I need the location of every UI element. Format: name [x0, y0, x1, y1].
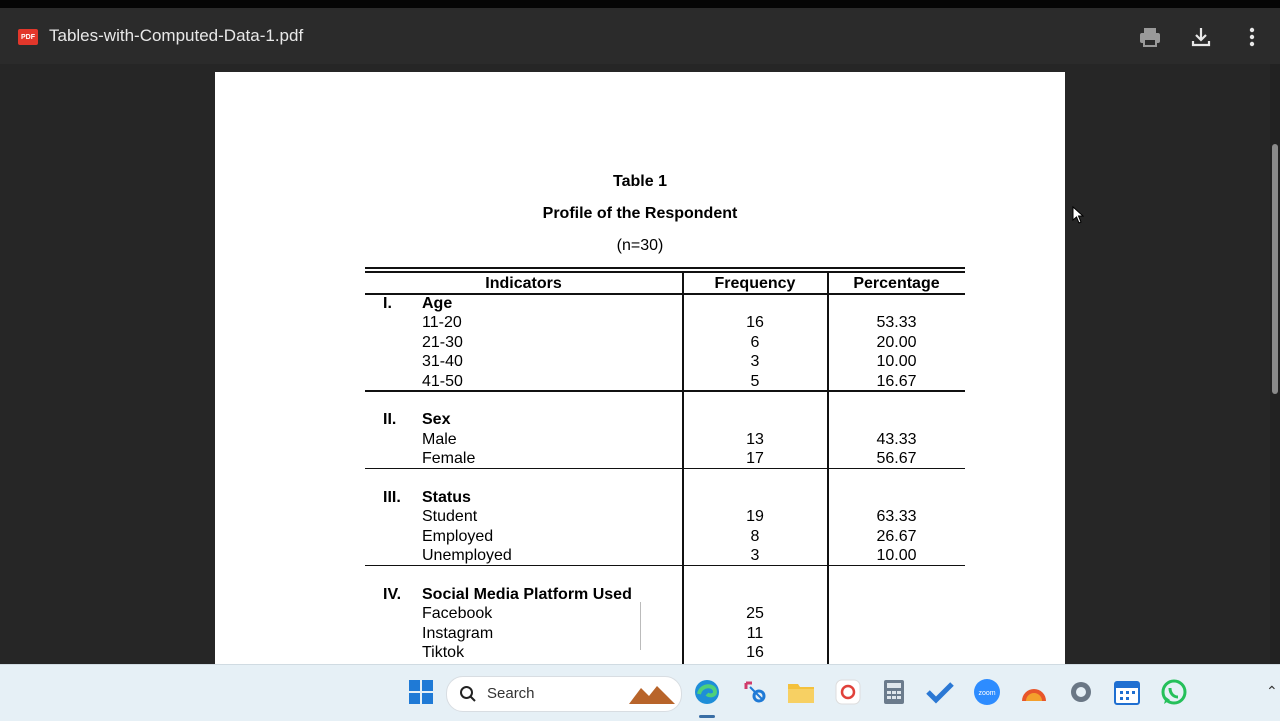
row-percentage: 10.00: [876, 547, 917, 565]
row-frequency: 17: [746, 450, 764, 468]
row-indicator: 31-40: [422, 353, 463, 371]
table-title: Profile of the Respondent: [542, 205, 738, 222]
scrollbar-thumb[interactable]: [1272, 144, 1278, 394]
calendar-icon: [1114, 679, 1140, 705]
row-indicator: 41-50: [422, 372, 463, 390]
active-app-indicator: [699, 715, 715, 718]
table-number: Table 1: [613, 173, 667, 190]
printer-icon: [1137, 24, 1163, 50]
calculator-icon: [883, 679, 905, 705]
row-frequency: 5: [750, 372, 760, 390]
row-frequency: 3: [750, 353, 760, 371]
section-rule: [365, 468, 965, 470]
sunrise-app-button[interactable]: [1019, 677, 1049, 707]
whatsapp-icon: [1160, 678, 1188, 706]
windows-start-icon: [408, 679, 434, 705]
row-indicator: 11-20: [422, 314, 462, 332]
row-percentage: 16.67: [876, 372, 917, 390]
viewer-scrollbar[interactable]: [1270, 64, 1280, 664]
whatsapp-button[interactable]: [1159, 677, 1189, 707]
download-icon: [1188, 24, 1214, 50]
row-frequency: 19: [746, 508, 764, 526]
app-icon: [835, 679, 861, 705]
file-explorer-icon: [787, 680, 815, 704]
download-button[interactable]: [1188, 24, 1214, 50]
row-indicator: Student: [422, 508, 478, 526]
row-indicator: Unemployed: [422, 547, 512, 565]
row-indicator: Employed: [422, 527, 494, 545]
snipping-tool-button[interactable]: [740, 677, 770, 707]
row-percentage: 26.67: [876, 527, 917, 545]
app-button[interactable]: [833, 677, 863, 707]
row-frequency: 3: [750, 547, 760, 565]
row-percentage: 63.33: [876, 508, 917, 526]
header-percentage: Percentage: [853, 275, 940, 292]
todo-icon: [926, 680, 954, 704]
row-frequency: 11: [746, 624, 764, 642]
pdf-file-icon: PDF: [18, 29, 38, 45]
calculator-button[interactable]: [879, 677, 909, 707]
row-indicator: Instagram: [422, 624, 494, 642]
edge-browser-icon: [693, 678, 721, 706]
table-top-rule-2: [365, 271, 965, 273]
calendar-button[interactable]: [1112, 677, 1142, 707]
row-indicator: Tiktok: [422, 644, 465, 662]
section-roman-numeral: IV.: [383, 586, 402, 603]
header-indicators: Indicators: [485, 275, 562, 292]
window-top-strip: [0, 0, 1280, 8]
row-percentage: 43.33: [876, 430, 917, 448]
row-indicator: Female: [422, 450, 476, 468]
file-explorer-button[interactable]: [786, 677, 816, 707]
settings-button[interactable]: [1066, 677, 1096, 707]
section-rule: [365, 390, 965, 392]
start-button[interactable]: [406, 677, 436, 707]
document-title: Tables-with-Computed-Data-1.pdf: [49, 26, 304, 45]
row-indicator: Male: [422, 430, 457, 448]
pdf-page: [215, 72, 1065, 672]
section-roman-numeral: II.: [383, 411, 397, 429]
section-rule: [365, 565, 965, 567]
search-icon: [459, 685, 477, 703]
row-frequency: 13: [746, 430, 764, 448]
table-top-rule: [365, 267, 965, 269]
header-rule: [365, 293, 965, 295]
section-label: Social Media Platform Used: [422, 586, 632, 603]
app-sunrise-icon: [1020, 681, 1048, 703]
section-roman-numeral: III.: [383, 489, 401, 506]
row-frequency: 25: [746, 605, 764, 623]
row-indicator: 21-30: [422, 333, 463, 351]
todo-button[interactable]: [925, 677, 955, 707]
edge-taskbar-button[interactable]: [692, 677, 722, 707]
section-label: Sex: [422, 411, 451, 429]
section-label: Age: [422, 295, 453, 312]
search-placeholder: Search: [487, 685, 535, 702]
snipping-tool-icon: [742, 679, 768, 705]
taskbar-search[interactable]: [446, 676, 682, 712]
row-frequency: 16: [746, 644, 764, 662]
zoom-button[interactable]: [972, 677, 1002, 707]
row-percentage: 10.00: [876, 353, 917, 371]
show-hidden-icons-chevron-icon[interactable]: ⌃: [1266, 683, 1278, 699]
more-vert-icon: [1239, 24, 1265, 50]
taskbar: [0, 664, 1280, 721]
print-button[interactable]: [1137, 24, 1163, 50]
row-frequency: 16: [746, 314, 764, 332]
mouse-cursor-icon: [1072, 206, 1084, 224]
header-frequency: Frequency: [714, 275, 796, 292]
search-highlight-icon: [627, 682, 677, 706]
row-percentage: 53.33: [876, 314, 917, 332]
zoom-icon-label: zoom: [978, 690, 996, 697]
section-roman-numeral: I.: [383, 295, 392, 312]
row-percentage: 56.67: [876, 450, 917, 468]
section-label: Status: [422, 489, 471, 506]
more-options-button[interactable]: [1239, 24, 1265, 50]
row-percentage: 20.00: [876, 333, 917, 351]
faint-divider: [640, 602, 641, 650]
row-frequency: 8: [750, 527, 760, 545]
pdf-toolbar: [0, 8, 1280, 64]
zoom-icon: [973, 678, 1001, 706]
sample-size: (n=30): [616, 237, 664, 254]
settings-icon: [1068, 679, 1094, 705]
row-indicator: Facebook: [422, 605, 493, 623]
row-frequency: 6: [750, 333, 760, 351]
